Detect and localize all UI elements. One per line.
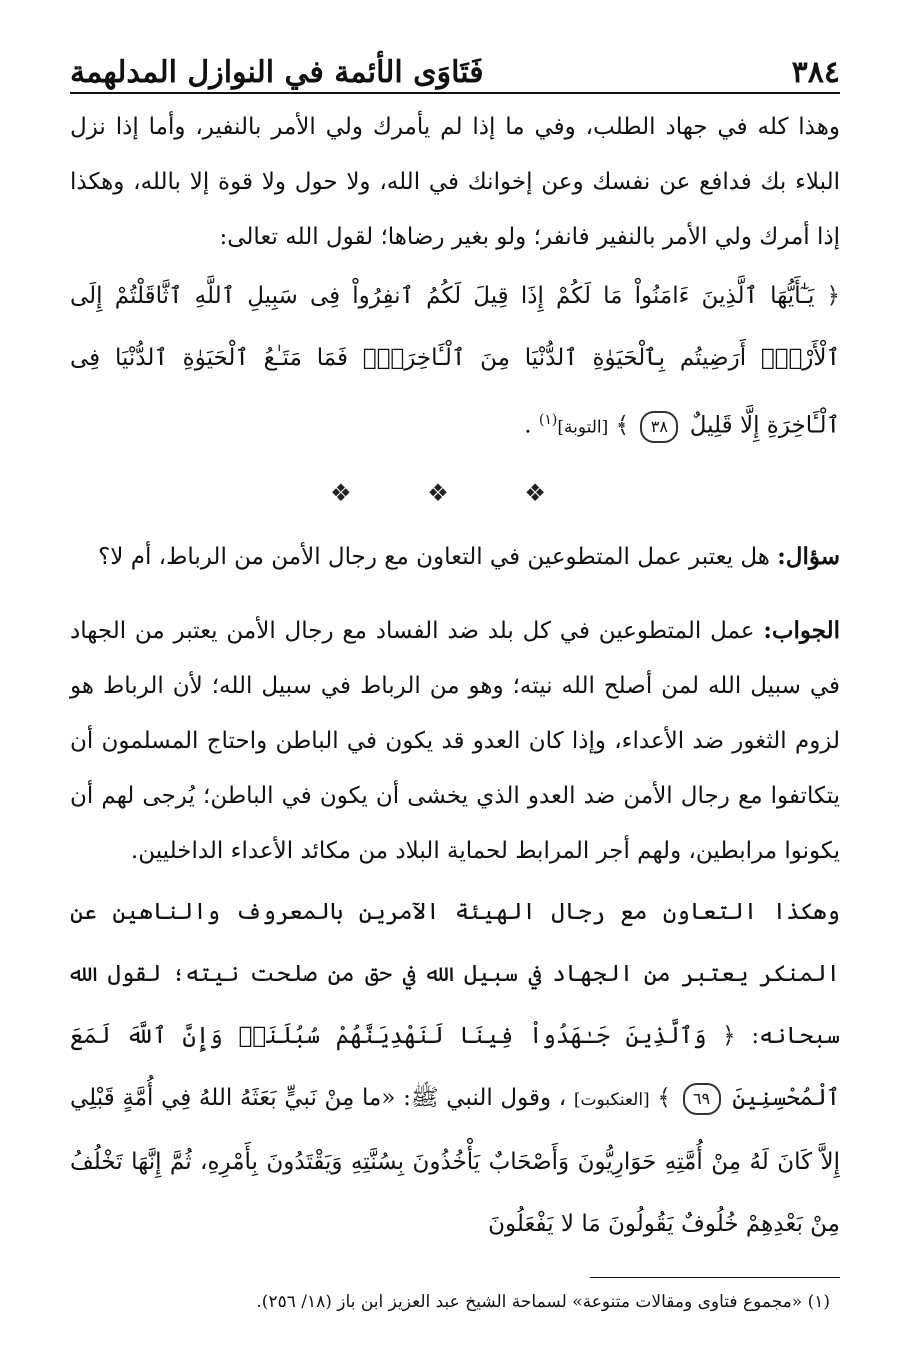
quran-tawbah <box>70 265 840 459</box>
prophet-quote-intro: ، وقول النبي ﷺ: <box>403 1084 567 1111</box>
surah-reference: [التوبة] <box>557 417 609 438</box>
page <box>70 28 840 1316</box>
page-number: ٣٨٤ <box>791 55 840 90</box>
paragraph-hayah <box>70 881 840 1255</box>
hadith-text: «ما مِنْ نَبيٍّ بَعَثَهُ اللهُ فِي أُمَّةٍ قَبْلِي إِلاَّ كَانَ لَهُ مِنْ أُمَّتِهِ حَوَارِيُّونَ وَأَصْحَابٌ يَأْخُذُونَ بِسُنَّتِهِ وَيَقْتَدُونَ بِأَمْرِهِ، ثُمَّ إِنَّهَا تَخْلُفُ مِنْ بَعْدِهِمْ خُلُوفٌ يَقُولُونَ مَا لا يَفْعَلُونَ <box>70 1084 840 1237</box>
footnote-divider <box>590 1277 840 1278</box>
ayah-number: ٣٨ <box>640 411 678 443</box>
surah-reference: [العنكبوت] <box>573 1089 650 1110</box>
ornate-bracket-open: ﴿ <box>722 1022 736 1049</box>
question-label: سؤال: <box>777 542 840 570</box>
answer <box>70 603 840 879</box>
section-separator: ❖ ❖ ❖ <box>330 478 580 507</box>
ornate-bracket-open: ﴿ <box>826 283 841 309</box>
footnote-marker: (١) <box>538 412 558 428</box>
ayah-number: ٦٩ <box>683 1083 721 1115</box>
question <box>70 529 840 585</box>
verse-text: وَٱلَّذِينَ جَـٰهَدُواْ فِينَا لَنَهْدِيَنَّهُمْ سُبُلَنَاۚ وَإِنَّ ٱللَّهَ لَمَعَ ٱلْمُحْسِنِينَ <box>70 1022 841 1111</box>
verse-text: يَـٰٓأَيُّهَا ٱلَّذِينَ ءَامَنُواْ مَا لَكُمْ إِذَا قِيلَ لَكُمُ ٱنفِرُواْ فِى سَبِيلِ ٱللَّهِ ٱثَّاقَلْتُمْ إِلَى ٱلْأَرْضِۚ أَرَضِيتُم بِٱلْحَيَوٰةِ ٱلدُّنْيَا مِنَ ٱلْـَٔاخِرَةِۚ فَمَا مَتَـٰعُ ٱلْحَيَوٰةِ ٱلدُّنْيَا فِى ٱلْـَٔاخِرَةِ إِلَّا قَلِيلٌ <box>70 283 840 439</box>
verse-end-dot: . <box>524 412 532 439</box>
page-header <box>70 28 840 94</box>
answer-label: الجواب: <box>763 616 841 644</box>
paragraph-jihad: وهذا كله في جهاد الطلب، وفي ما إذا لم يأمرك ولي الأمر بالنفير، وأما إذا نزل البلاء بك فدافع عن نفسك وعن إخوانك في الله، ولا حول ولا قوة إلا بالله، وهكذا إذا أمرك ولي الأمر بالنفير فانفر؛ ولو بغير رضاها؛ لقول الله تعالى: <box>70 114 840 250</box>
running-title: فَتَاوَى الأئمة في النوازل المدلهمة <box>70 55 484 90</box>
hayah-intro: وهكذا التعاون مع رجال الهيئة الآمرين بالمعروف والناهين عن المنكر يعتبر من الجهاد في سبيل الله في حق من صلحت نيته؛ لقول الله سبحانه: <box>70 898 841 1049</box>
footnote: (١) «مجموع فتاوى ومقالات متنوعة» لسماحة الشيخ عبد العزيز ابن باز (١٨/ ٢٥٦). <box>256 1291 830 1312</box>
answer-text: عمل المتطوعين في كل بلد ضد الفساد مع رجال الأمن يعتبر من الجهاد في سبيل الله لمن أصلح الله نيته؛ وهو من الرباط في سبيل الله؛ لأن الرباط هو لزوم الثغور ضد الأعداء، وإذا كان العدو قد يكون في الباطن واحتاج المسلمون أن يتكاتفوا مع رجال الأمن ضد العدو الذي يخشى أن يكون في الباطن؛ يُرجى لهم أن يكونوا مرابطين، ولهم أجر المرابط لحماية البلاد من مكائد الأعداء الداخليين. <box>70 617 840 864</box>
ornate-bracket-close: ﴾ <box>615 412 630 439</box>
question-text: هل يعتبر عمل المتطوعين في التعاون مع رجال الأمن من الرباط، أم لا؟ <box>98 543 770 570</box>
ornate-bracket-close: ﴾ <box>657 1084 671 1111</box>
